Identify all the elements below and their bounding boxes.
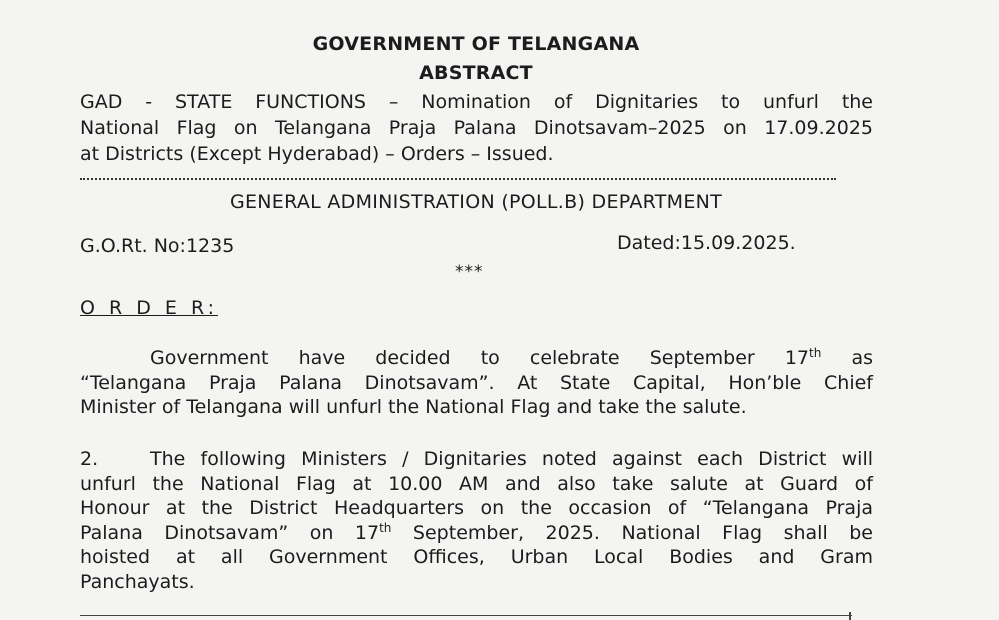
ordinal-suffix: th: [379, 520, 392, 535]
paragraph-2-line-5: hoisted at all Government Offices, Urban Local Bodies and Gram: [80, 546, 873, 569]
subject-block: [80, 89, 873, 167]
paragraph-2-text-4b: September, 2025. National Flag shall be: [391, 521, 873, 544]
paragraph-2-text-4a: Palana Dinotsavam” on 17: [80, 521, 380, 544]
department-name: GENERAL ADMINISTRATION (POLL.B) DEPARTMENT: [229, 191, 723, 213]
paragraph-2-line-6: Panchayats.: [80, 570, 195, 593]
government-title: GOVERNMENT OF TELANGANA: [312, 33, 640, 55]
subject-line-2: National Flag on Telangana Praja Palana Dinotsavam–2025 on 17.09.2025: [80, 117, 873, 139]
separator-stars: ***: [455, 262, 484, 282]
paragraph-2-text-1: The following Ministers / Dignitaries noted against each District will: [150, 448, 873, 470]
paragraph-2-line-1: [80, 447, 873, 472]
order-heading: O R D E R:: [80, 297, 218, 319]
paragraph-1-line-1: [80, 346, 873, 371]
paragraph-1-text-a: Government have decided to celebrate September 17: [150, 347, 810, 369]
table-corner: [849, 612, 851, 620]
go-number: G.O.Rt. No:1235: [80, 235, 235, 257]
paragraph-1-line-2: “Telangana Praja Palana Dinotsavam”. At State Capital, Hon’ble Chief: [80, 371, 873, 394]
ordinal-suffix: th: [809, 346, 822, 360]
subject-line-1: GAD - STATE FUNCTIONS – Nomination of Dignitaries to unfurl the: [80, 91, 873, 113]
paragraph-1: [80, 346, 873, 420]
order-date: Dated:15.09.2025.: [617, 232, 796, 254]
subject-line-3: at Districts (Except Hyderabad) – Orders – Issued.: [80, 143, 554, 165]
paragraph-2-line-3: Honour at the District Headquarters on the occasion of “Telangana Praja: [80, 497, 873, 520]
paragraph-2-line-4: [80, 521, 873, 546]
dotted-separator: [80, 178, 836, 180]
abstract-title: ABSTRACT: [419, 62, 533, 84]
paragraph-2-line-2: unfurl the National Flag at 10.00 AM and also take salute at Guard of: [80, 472, 873, 495]
paragraph-1-text-b: as: [821, 347, 873, 369]
paragraph-1-line-3: Minister of Telangana will unfurl the National Flag and take the salute.: [80, 396, 747, 418]
paragraph-number: 2.: [80, 448, 99, 470]
table-top-border: [80, 615, 852, 616]
paragraph-2: [80, 447, 873, 595]
